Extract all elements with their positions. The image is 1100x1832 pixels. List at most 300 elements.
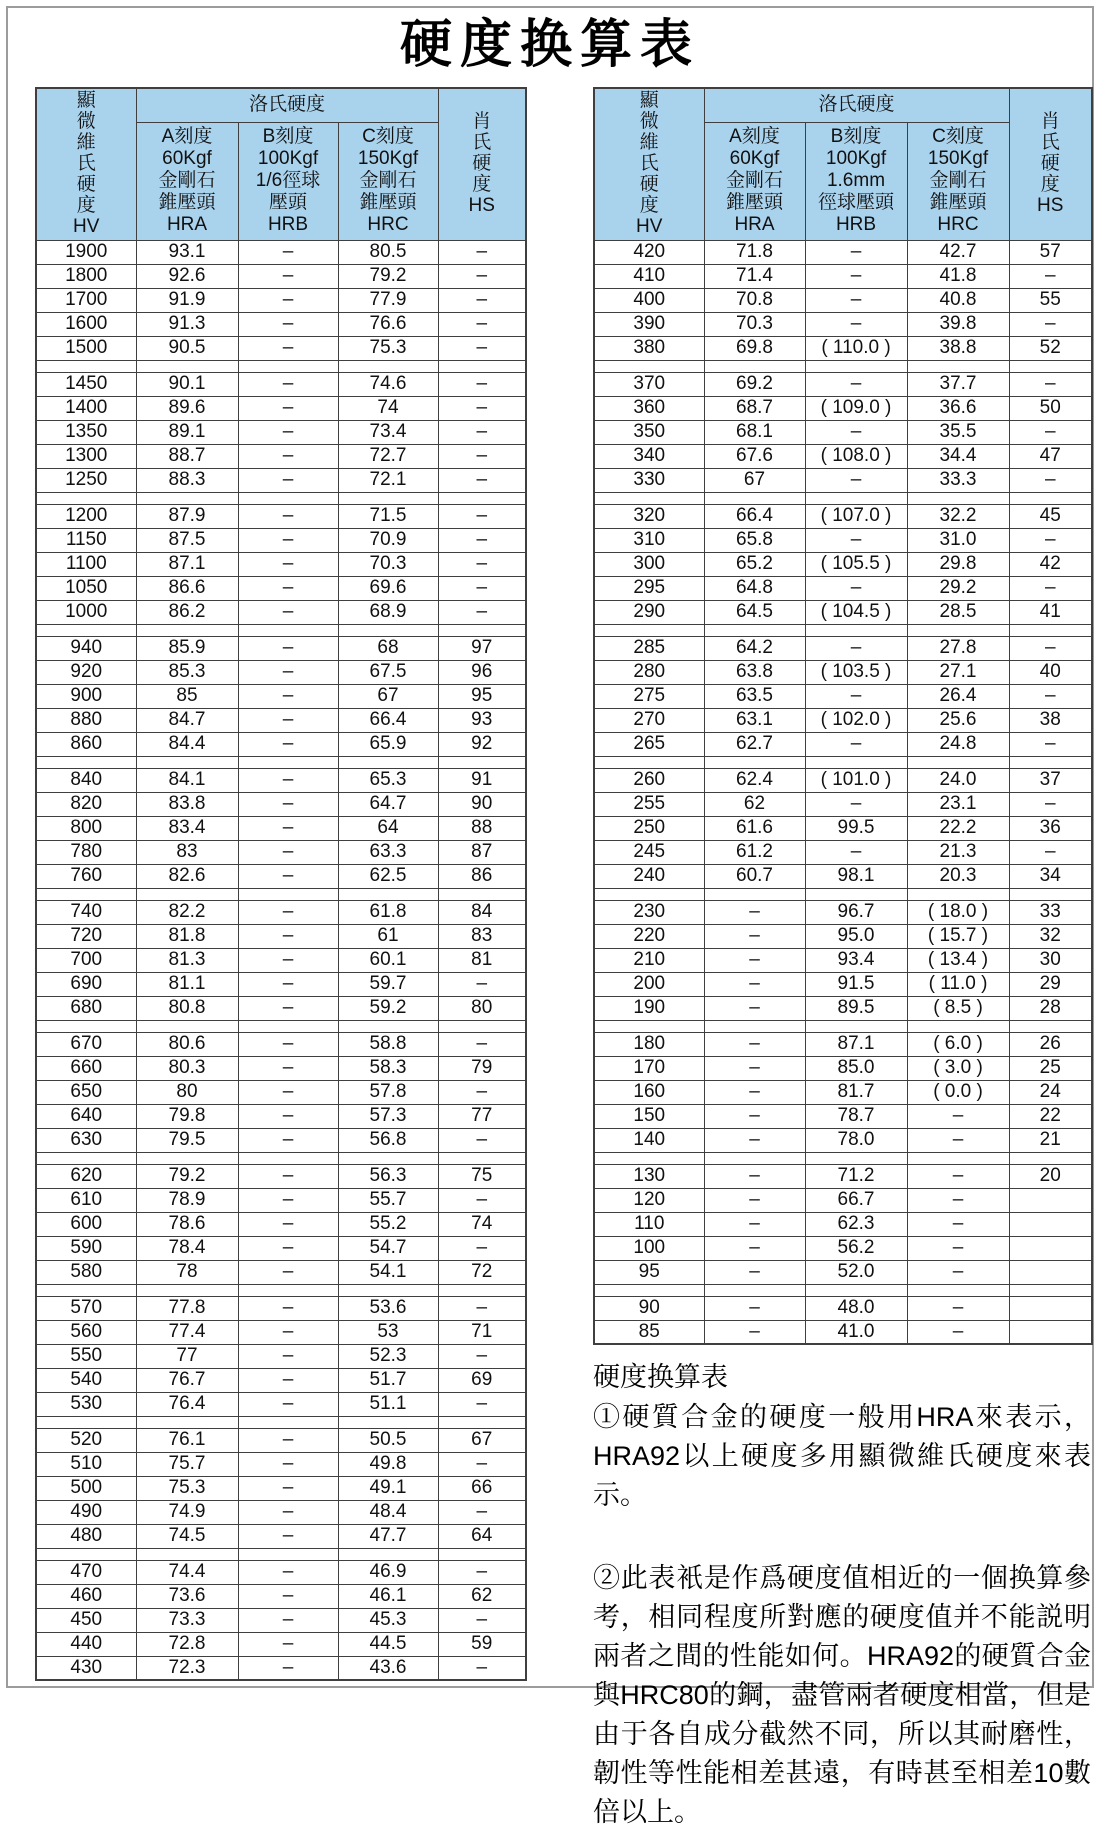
cell: 42 — [1009, 552, 1092, 576]
cell: 41.0 — [805, 1320, 907, 1344]
cell: 76.7 — [136, 1368, 238, 1392]
header-hra: A刻度 60Kgf 金剛石 錐壓頭 HRA — [136, 122, 238, 240]
cell: 79 — [438, 1056, 526, 1080]
cell: 64.2 — [704, 636, 805, 660]
cell: 78.6 — [136, 1212, 238, 1236]
cell: 51.7 — [338, 1368, 438, 1392]
cell: 520 — [36, 1428, 136, 1452]
cell: – — [238, 1608, 338, 1632]
cell — [136, 756, 238, 768]
cell — [36, 360, 136, 372]
cell: 59.7 — [338, 972, 438, 996]
cell: 85.3 — [136, 660, 238, 684]
micro-vickers-code: HV — [636, 216, 663, 238]
table-row — [36, 732, 526, 756]
cell: – — [238, 972, 338, 996]
cell: – — [438, 552, 526, 576]
table-row — [594, 396, 1092, 420]
cell — [136, 1020, 238, 1032]
cell: – — [1009, 420, 1092, 444]
cell — [136, 492, 238, 504]
cell: 63.3 — [338, 840, 438, 864]
cell — [907, 1020, 1009, 1032]
cell: ( 18.0 ) — [907, 900, 1009, 924]
cell: – — [238, 768, 338, 792]
cell: 56.2 — [805, 1236, 907, 1260]
cell: 28.5 — [907, 600, 1009, 624]
cell — [136, 888, 238, 900]
cell — [594, 756, 704, 768]
cell: 98.1 — [805, 864, 907, 888]
cell: 530 — [36, 1392, 136, 1416]
cell: 410 — [594, 264, 704, 288]
cell: 64.5 — [704, 600, 805, 624]
cell: – — [238, 396, 338, 420]
cell: 1150 — [36, 528, 136, 552]
table-row — [36, 576, 526, 600]
cell: 170 — [594, 1056, 704, 1080]
cell: – — [704, 924, 805, 948]
cell: 920 — [36, 660, 136, 684]
cell — [438, 360, 526, 372]
cell: – — [438, 1608, 526, 1632]
cell: – — [704, 1056, 805, 1080]
cell — [1009, 1188, 1092, 1212]
cell: 88 — [438, 816, 526, 840]
cell: 460 — [36, 1584, 136, 1608]
spacer-row — [594, 1020, 1092, 1032]
cell: 26.4 — [907, 684, 1009, 708]
cell: – — [238, 1188, 338, 1212]
cell — [907, 624, 1009, 636]
cell: 59.2 — [338, 996, 438, 1020]
cell: 83.8 — [136, 792, 238, 816]
header-rockwell-group: 洛氏硬度 — [136, 88, 438, 122]
cell: 1050 — [36, 576, 136, 600]
cell: – — [438, 1296, 526, 1320]
cell — [1009, 492, 1092, 504]
cell — [136, 624, 238, 636]
cell: – — [238, 1056, 338, 1080]
spacer-row — [36, 1020, 526, 1032]
table-row — [594, 444, 1092, 468]
cell: 61.2 — [704, 840, 805, 864]
cell: ( 104.5 ) — [805, 600, 907, 624]
cell: ( 15.7 ) — [907, 924, 1009, 948]
header-hrb: B刻度 100Kgf 1/6徑球 壓頭 HRB — [238, 122, 338, 240]
cell — [594, 624, 704, 636]
cell: 41 — [1009, 600, 1092, 624]
cell: 62 — [438, 1584, 526, 1608]
cell: 84.4 — [136, 732, 238, 756]
cell: 690 — [36, 972, 136, 996]
cell — [238, 888, 338, 900]
cell: 90.1 — [136, 372, 238, 396]
cell: 83 — [136, 840, 238, 864]
cell — [136, 1416, 238, 1428]
cell: ( 3.0 ) — [907, 1056, 1009, 1080]
cell: – — [805, 840, 907, 864]
cell: – — [238, 1212, 338, 1236]
table-row — [594, 420, 1092, 444]
cell — [238, 1416, 338, 1428]
cell: 420 — [594, 240, 704, 264]
cell — [907, 1284, 1009, 1296]
cell — [338, 1020, 438, 1032]
left-table-body — [36, 240, 526, 1680]
cell: 57.3 — [338, 1104, 438, 1128]
cell: – — [438, 1128, 526, 1152]
cell — [1009, 360, 1092, 372]
cell: 55.2 — [338, 1212, 438, 1236]
table-row — [36, 1296, 526, 1320]
cell: ( 0.0 ) — [907, 1080, 1009, 1104]
table-row — [36, 1524, 526, 1548]
cell: – — [238, 468, 338, 492]
cell: 73.3 — [136, 1608, 238, 1632]
cell: 75.3 — [338, 336, 438, 360]
table-row — [36, 240, 526, 264]
table-row — [36, 552, 526, 576]
header-hrc: C刻度 150Kgf 金剛石 錐壓頭 HRC — [338, 122, 438, 240]
cell: 78.4 — [136, 1236, 238, 1260]
cell: – — [238, 1344, 338, 1368]
cell: – — [238, 576, 338, 600]
cell: 78.0 — [805, 1128, 907, 1152]
cell: 550 — [36, 1344, 136, 1368]
table-row — [36, 972, 526, 996]
cell: 68.7 — [704, 396, 805, 420]
cell: 190 — [594, 996, 704, 1020]
cell: 74 — [338, 396, 438, 420]
cell — [704, 888, 805, 900]
cell: 79.5 — [136, 1128, 238, 1152]
cell: 30 — [1009, 948, 1092, 972]
cell — [1009, 1020, 1092, 1032]
cell: – — [907, 1128, 1009, 1152]
cell: 54.7 — [338, 1236, 438, 1260]
cell: 24 — [1009, 1080, 1092, 1104]
cell: – — [1009, 636, 1092, 660]
table-row — [36, 600, 526, 624]
cell — [594, 360, 704, 372]
cell: – — [238, 1452, 338, 1476]
cell: – — [238, 504, 338, 528]
cell: 77 — [438, 1104, 526, 1128]
cell: 73.4 — [338, 420, 438, 444]
cell — [438, 1416, 526, 1428]
cell: – — [238, 948, 338, 972]
cell: ( 101.0 ) — [805, 768, 907, 792]
micro-vickers-code: HV — [73, 216, 100, 238]
cell: 46.1 — [338, 1584, 438, 1608]
table-row — [36, 948, 526, 972]
table-row — [594, 900, 1092, 924]
table-row — [36, 1128, 526, 1152]
cell: 38 — [1009, 708, 1092, 732]
cell: 68.9 — [338, 600, 438, 624]
table-row — [594, 1296, 1092, 1320]
cell: 63.1 — [704, 708, 805, 732]
cell: 64 — [338, 816, 438, 840]
cell: 81 — [438, 948, 526, 972]
spacer-row — [36, 1152, 526, 1164]
cell: – — [238, 864, 338, 888]
cell: 285 — [594, 636, 704, 660]
cell: – — [704, 948, 805, 972]
table-row — [594, 1164, 1092, 1188]
table-row — [594, 468, 1092, 492]
cell: – — [805, 636, 907, 660]
cell: 24.0 — [907, 768, 1009, 792]
cell: – — [438, 972, 526, 996]
cell — [805, 756, 907, 768]
table-row — [36, 840, 526, 864]
cell: 80.6 — [136, 1032, 238, 1056]
cell: 86.2 — [136, 600, 238, 624]
cell: 70.8 — [704, 288, 805, 312]
cell — [36, 492, 136, 504]
cell: 65.8 — [704, 528, 805, 552]
cell: 82.6 — [136, 864, 238, 888]
table-row — [36, 1428, 526, 1452]
cell: 59 — [438, 1632, 526, 1656]
cell: 93.1 — [136, 240, 238, 264]
table-row — [594, 840, 1092, 864]
cell: 67.5 — [338, 660, 438, 684]
header-shore — [438, 88, 526, 240]
table-row — [36, 1260, 526, 1284]
cell: 69.2 — [704, 372, 805, 396]
cell: 100 — [594, 1236, 704, 1260]
cell — [438, 1548, 526, 1560]
cell — [136, 360, 238, 372]
cell: – — [805, 312, 907, 336]
cell: 21.3 — [907, 840, 1009, 864]
cell: 66.7 — [805, 1188, 907, 1212]
cell: 36 — [1009, 816, 1092, 840]
right-table-body — [594, 240, 1092, 1344]
cell: 78.9 — [136, 1188, 238, 1212]
cell: 800 — [36, 816, 136, 840]
cell: 68 — [338, 636, 438, 660]
table-row — [36, 792, 526, 816]
cell: – — [805, 792, 907, 816]
cell: 200 — [594, 972, 704, 996]
cell: 290 — [594, 600, 704, 624]
cell — [338, 1416, 438, 1428]
cell — [1009, 888, 1092, 900]
cell — [1009, 1236, 1092, 1260]
cell — [36, 1548, 136, 1560]
cell: 560 — [36, 1320, 136, 1344]
table-row — [594, 240, 1092, 264]
cell: 58.8 — [338, 1032, 438, 1056]
table-row — [36, 1080, 526, 1104]
cell: – — [238, 924, 338, 948]
cell: 245 — [594, 840, 704, 864]
cell: ( 110.0 ) — [805, 336, 907, 360]
cell: – — [438, 1080, 526, 1104]
cell: 87.1 — [805, 1032, 907, 1056]
spacer-row — [36, 1548, 526, 1560]
cell: – — [238, 420, 338, 444]
cell: – — [438, 396, 526, 420]
table-row — [594, 372, 1092, 396]
cell: 47.7 — [338, 1524, 438, 1548]
cell: 110 — [594, 1212, 704, 1236]
table-row — [36, 1560, 526, 1584]
cell: – — [238, 840, 338, 864]
cell — [36, 1416, 136, 1428]
cell: 51.1 — [338, 1392, 438, 1416]
cell: – — [438, 1656, 526, 1680]
cell — [338, 1152, 438, 1164]
cell: 250 — [594, 816, 704, 840]
table-row — [36, 996, 526, 1020]
cell: – — [438, 576, 526, 600]
cell: 620 — [36, 1164, 136, 1188]
table-row — [36, 1452, 526, 1476]
table-row — [594, 1032, 1092, 1056]
header-hrb: B刻度 100Kgf 1.6mm 徑球壓頭 HRB — [805, 122, 907, 240]
cell: – — [907, 1260, 1009, 1284]
cell: 95 — [594, 1260, 704, 1284]
cell: 74.5 — [136, 1524, 238, 1548]
cell: – — [238, 1476, 338, 1500]
cell: 67 — [338, 684, 438, 708]
cell: 61.6 — [704, 816, 805, 840]
table-row — [594, 288, 1092, 312]
cell: – — [704, 1260, 805, 1284]
spacer-row — [36, 756, 526, 768]
spacer-row — [594, 624, 1092, 636]
cell: – — [238, 636, 338, 660]
cell — [238, 624, 338, 636]
cell: 63.8 — [704, 660, 805, 684]
cell: 150 — [594, 1104, 704, 1128]
cell: 87.1 — [136, 552, 238, 576]
spacer-row — [36, 1416, 526, 1428]
cell — [1009, 1284, 1092, 1296]
cell: 80 — [438, 996, 526, 1020]
cell — [704, 1020, 805, 1032]
table-row — [594, 948, 1092, 972]
cell: 53.6 — [338, 1296, 438, 1320]
cell — [1009, 756, 1092, 768]
cell: 28 — [1009, 996, 1092, 1020]
cell — [438, 888, 526, 900]
cell: – — [238, 264, 338, 288]
cell: 1900 — [36, 240, 136, 264]
note-1: ①硬質合金的硬度一般用HRA來表示，HRA92以上硬度多用顯微維氏硬度來表示。 — [593, 1402, 1091, 1510]
cell — [238, 1548, 338, 1560]
cell: 64 — [438, 1524, 526, 1548]
cell — [438, 624, 526, 636]
cell: – — [438, 288, 526, 312]
cell — [805, 360, 907, 372]
cell: 91.5 — [805, 972, 907, 996]
notes-heading: 硬度换算表 — [593, 1362, 728, 1392]
table-row — [36, 816, 526, 840]
hardness-table-left — [35, 87, 527, 1681]
cell: 38.8 — [907, 336, 1009, 360]
cell: 25.6 — [907, 708, 1009, 732]
cell — [907, 1152, 1009, 1164]
cell: 1500 — [36, 336, 136, 360]
cell: – — [704, 1236, 805, 1260]
table-row — [36, 1104, 526, 1128]
cell: – — [805, 468, 907, 492]
spacer-row — [594, 888, 1092, 900]
cell — [805, 888, 907, 900]
cell: – — [238, 1560, 338, 1584]
cell: 610 — [36, 1188, 136, 1212]
table-row — [36, 1392, 526, 1416]
cell: 57 — [1009, 240, 1092, 264]
table-row — [594, 600, 1092, 624]
cell: 57.8 — [338, 1080, 438, 1104]
cell: ( 6.0 ) — [907, 1032, 1009, 1056]
cell: 69.8 — [704, 336, 805, 360]
cell — [594, 888, 704, 900]
page-title: 硬度换算表 — [399, 16, 700, 74]
cell: 67 — [438, 1428, 526, 1452]
cell — [238, 1152, 338, 1164]
cell: 41.8 — [907, 264, 1009, 288]
table-row — [36, 1632, 526, 1656]
cell: 58.3 — [338, 1056, 438, 1080]
cell: 79.2 — [136, 1164, 238, 1188]
cell: ( 107.0 ) — [805, 504, 907, 528]
cell: – — [1009, 684, 1092, 708]
cell: – — [438, 1560, 526, 1584]
cell: 87.9 — [136, 504, 238, 528]
cell: – — [238, 684, 338, 708]
cell: 27.1 — [907, 660, 1009, 684]
cell: 32 — [1009, 924, 1092, 948]
cell: 860 — [36, 732, 136, 756]
cell — [907, 888, 1009, 900]
cell: – — [805, 420, 907, 444]
cell: – — [704, 1320, 805, 1344]
table-row — [594, 816, 1092, 840]
cell — [338, 1284, 438, 1296]
table-row — [36, 924, 526, 948]
cell: 81.7 — [805, 1080, 907, 1104]
cell: 670 — [36, 1032, 136, 1056]
table-row — [36, 900, 526, 924]
cell — [907, 492, 1009, 504]
table-row — [594, 528, 1092, 552]
cell: 1350 — [36, 420, 136, 444]
table-row — [36, 528, 526, 552]
cell — [1009, 1320, 1092, 1344]
left-column — [35, 87, 525, 1681]
cell: 21 — [1009, 1128, 1092, 1152]
cell: 240 — [594, 864, 704, 888]
cell: – — [438, 528, 526, 552]
cell: – — [238, 1164, 338, 1188]
cell: 1700 — [36, 288, 136, 312]
cell: – — [238, 660, 338, 684]
cell: – — [1009, 372, 1092, 396]
cell: 880 — [36, 708, 136, 732]
cell: 630 — [36, 1128, 136, 1152]
cell: 72 — [438, 1260, 526, 1284]
cell — [338, 888, 438, 900]
cell — [594, 1152, 704, 1164]
